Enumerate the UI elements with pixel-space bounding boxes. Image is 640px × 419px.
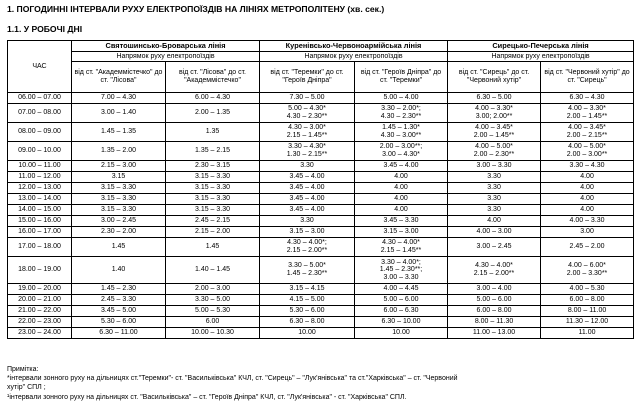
interval-cell [541,172,634,183]
interval-value: 5.00 – 6.00 [476,296,512,304]
interval-cell [541,227,634,238]
interval-cell [355,172,448,183]
direction-header-kchl: Напрямок руху електропоїздів [260,52,448,62]
interval-cell [260,93,355,104]
station-header: від ст. "Академмістечко" до ст. "Лісова" [72,62,166,93]
interval-value: 2.15 – 2.00** [286,247,328,254]
interval-cell [448,284,541,295]
interval-value: 4.30 – 4.00* [382,239,420,247]
table-body [8,93,634,339]
interval-value: 3.45 – 4.00 [383,162,419,170]
interval-value: 2.00 – 1.45** [566,113,608,120]
station-header: від ст. "Лісова" до ст. "Академмістечко" [166,62,260,93]
notes [7,365,633,402]
interval-value: 1.35 – 2.15 [194,147,231,155]
interval-cell [72,227,166,238]
interval-cell [448,295,541,306]
interval-cell [72,328,166,339]
time-cell: 21.00 – 22.00 [8,306,72,317]
interval-value: 4.00 – 5.00* [568,143,606,151]
interval-cell [541,317,634,328]
interval-value: 6.00 – 4.30 [194,94,231,102]
interval-cell [72,104,166,123]
interval-cell [260,238,355,257]
interval-cell [541,104,634,123]
interval-value: 2.15 – 1.45** [380,247,422,254]
interval-cell [166,205,260,216]
interval-value: 4.00 – 6.00* [568,262,606,270]
interval-value: 4.30 – 3.00* [288,124,326,132]
time-cell: 10.00 – 11.00 [8,161,72,172]
interval-cell [260,183,355,194]
interval-value: 3.00 – 3.30 [476,162,512,170]
interval-cell [166,142,260,161]
interval-value: 2.00 – 3.00 [194,285,231,293]
interval-cell [541,161,634,172]
interval-value: 3.15 – 3.30 [100,195,137,203]
line-header-sbl: Святошинсько-Броварська лінія [72,41,260,52]
interval-cell [541,205,634,216]
interval-value: 3.00 – 3.30 [383,273,419,281]
interval-cell [448,317,541,328]
interval-cell [72,238,166,257]
interval-cell [355,194,448,205]
interval-cell [448,227,541,238]
interval-cell [166,172,260,183]
interval-cell [166,257,260,284]
interval-cell [541,123,634,142]
interval-cell [448,183,541,194]
interval-cell [260,194,355,205]
interval-value: 3.30 [300,162,314,170]
interval-cell [166,328,260,339]
table-row [8,317,634,328]
interval-value: 3.45 – 5.00 [100,307,137,315]
interval-value: 4.00 – 5.00* [475,143,513,151]
interval-cell [72,172,166,183]
interval-value: 4.00 [394,195,408,203]
interval-cell [355,183,448,194]
note-line: *інтервали зонного руху на дільницях ст."Теремки"- ст. "Васильківська" КЧЛ, ст. "Сирець" – "Лук'янівська" та ст."Харківська" – ст. "Червоний [7,375,458,383]
table-row [8,161,634,172]
interval-value: 3.00; 2.00** [475,113,513,120]
interval-value: 3.15 – 3.30 [100,206,137,214]
interval-cell [355,93,448,104]
interval-value: 3.30 [487,173,501,181]
interval-cell [355,295,448,306]
interval-cell [166,238,260,257]
interval-value: 1.45 – 1.30* [382,124,420,132]
interval-value: 5.00 – 6.00 [383,296,419,304]
interval-cell [355,205,448,216]
interval-cell [260,142,355,161]
interval-value: 3.15 – 3.30 [194,195,231,203]
interval-value: 4.00 [580,173,594,181]
interval-value: 3.45 – 4.00 [289,195,325,203]
hour-header: ЧАС [8,41,72,93]
table-row [8,183,634,194]
table-row [8,238,634,257]
station-header: від ст. "Сирець" до ст. "Червоний хутір" [448,62,541,93]
interval-value: 3.00 [580,228,594,236]
interval-value: 3.45 – 4.00 [289,173,325,181]
interval-value: 10.00 – 10.30 [191,329,234,337]
interval-cell [448,328,541,339]
interval-value: 3.00 – 1.40 [100,109,137,117]
interval-cell [448,205,541,216]
interval-value: 3.00 – 2.45 [476,243,512,251]
line-header-spl: Сирецько-Печерська лінія [448,41,634,52]
interval-cell [541,183,634,194]
interval-value: 1.45 – 2.30 [100,285,137,293]
interval-value: 3.30 – 4.30 [569,162,605,170]
interval-value: 6.30 – 10.00 [381,318,421,326]
table-row [8,328,634,339]
interval-value: 3.30 [487,184,501,192]
interval-cell [260,227,355,238]
time-cell: 13.00 – 14.00 [8,194,72,205]
time-cell: 07.00 – 08.00 [8,104,72,123]
table-row [8,227,634,238]
interval-value: 3.00 – 4.30* [382,151,420,158]
interval-cell [448,238,541,257]
interval-value: 6.00 [205,318,220,326]
interval-cell [166,123,260,142]
interval-value: 4.00 – 3.45* [475,124,513,132]
interval-value: 5.30 – 6.00 [100,318,137,326]
interval-value: 2.00 – 3.00** [566,151,608,158]
interval-value: 3.30 – 5.00* [288,262,326,270]
interval-cell [72,183,166,194]
interval-value: 8.00 – 11.30 [474,318,514,326]
interval-value: 10.00 [392,329,410,337]
interval-cell [260,257,355,284]
interval-cell [72,123,166,142]
interval-value: 4.00 [487,217,501,225]
interval-value: 4.30 – 3.00** [380,132,422,139]
interval-cell [355,142,448,161]
table-row [8,172,634,183]
interval-value: 2.30 – 3.15 [194,162,231,170]
interval-cell [260,317,355,328]
interval-cell [448,172,541,183]
interval-value: 3.30 – 5.00 [194,296,231,304]
interval-cell [355,161,448,172]
time-cell: 14.00 – 15.00 [8,205,72,216]
interval-value: 6.30 – 11.00 [99,329,138,337]
interval-value: 2.00 – 3.30** [566,270,608,277]
interval-value: 4.00 – 5.30 [569,285,605,293]
table-row [8,93,634,104]
interval-cell [260,172,355,183]
interval-cell [166,216,260,227]
interval-value: 5.00 – 5.30 [194,307,231,315]
table-row [8,194,634,205]
interval-value: 5.00 – 4.30* [288,105,326,113]
interval-value: 3.30 – 4.30* [288,143,326,151]
interval-cell [355,216,448,227]
interval-value: 1.45 – 1.35 [100,128,137,136]
table-row [8,216,634,227]
time-cell: 16.00 – 17.00 [8,227,72,238]
interval-cell [448,93,541,104]
interval-cell [448,142,541,161]
interval-cell [72,161,166,172]
interval-value: 1.45 [111,243,126,251]
interval-cell [260,104,355,123]
interval-cell [166,317,260,328]
interval-cell [541,295,634,306]
interval-cell [260,284,355,295]
interval-value: 2.00 – 2.30** [473,151,515,158]
interval-value: 4.00 – 3.00 [476,228,512,236]
interval-value: 3.30 [487,206,501,214]
interval-value: 6.00 – 8.00 [569,296,605,304]
interval-cell [72,306,166,317]
interval-cell [541,216,634,227]
interval-cell [541,284,634,295]
interval-table [7,40,634,339]
interval-cell [260,295,355,306]
line-header-kchl: Куренівсько-Червоноармійська лінія [260,41,448,52]
interval-value: 4.00 – 4.45 [383,285,419,293]
interval-value: 1.30 – 2.15** [286,151,328,158]
interval-value: 2.15 – 1.45** [286,132,328,139]
interval-value: 3.30 – 4.00*; [381,258,421,266]
interval-cell [72,142,166,161]
interval-value: 2.15 – 3.00 [100,162,137,170]
note-line: ¹інтервали зонного руху на дільницях ст. "Васильківська" – ст. "Героїв Дніпра" КЧЛ, ст. "Лук'янівська" - ст. "Харківська" СПЛ. [7,393,407,401]
interval-value: 4.00 [394,184,408,192]
interval-cell [166,93,260,104]
interval-cell [355,317,448,328]
interval-value: 3.00 – 2.45 [100,217,137,225]
time-cell: 19.00 – 20.00 [8,284,72,295]
interval-cell [72,194,166,205]
interval-value: 4.30 – 2.30** [286,113,328,120]
interval-value: 5.00 – 4.00 [383,94,419,102]
interval-value: 2.00 – 1.45** [473,132,515,139]
interval-cell [448,104,541,123]
interval-value: 3.30 – 2.00*; [381,105,421,113]
interval-value: 1.45 [205,243,220,251]
interval-cell [72,257,166,284]
interval-cell [72,205,166,216]
interval-value: 2.00 – 2.15** [566,132,608,139]
interval-value: 4.00 – 3.30* [475,105,513,113]
interval-value: 11.00 – 13.00 [472,329,516,337]
interval-cell [166,194,260,205]
interval-value: 3.15 – 3.00 [383,228,419,236]
table-row [8,104,634,123]
interval-value: 1.40 – 1.45 [194,266,231,274]
interval-cell [355,284,448,295]
time-cell: 22.00 – 23.00 [8,317,72,328]
time-cell: 18.00 – 19.00 [8,257,72,284]
table-row [8,142,634,161]
interval-value: 10.00 [298,329,316,337]
interval-cell [260,161,355,172]
interval-value: 6.30 – 5.00 [476,94,512,102]
interval-value: 3.45 – 4.00 [289,184,325,192]
interval-value: 4.30 – 4.00*; [287,239,327,247]
interval-cell [166,104,260,123]
interval-value: 3.15 – 3.00 [289,228,325,236]
table-row [8,284,634,295]
interval-value: 1.45 – 2.30**; [379,266,423,274]
interval-value: 6.30 – 4.30 [569,94,605,102]
interval-cell [166,295,260,306]
interval-value: 8.00 – 11.00 [567,307,607,315]
interval-cell [448,257,541,284]
interval-cell [448,306,541,317]
interval-value: 4.00 [394,173,408,181]
interval-cell [72,216,166,227]
interval-value: 4.00 – 3.30 [569,217,605,225]
interval-cell [72,317,166,328]
interval-cell [541,328,634,339]
table-row [8,295,634,306]
interval-cell [448,216,541,227]
interval-cell [166,161,260,172]
interval-value: 4.15 – 5.00 [289,296,325,304]
table-row [8,257,634,284]
interval-value: 11.00 [578,329,596,337]
interval-cell [355,227,448,238]
interval-value: 3.30 [487,195,501,203]
interval-cell [355,328,448,339]
section-subtitle: 1.1. У РОБОЧІ ДНІ [7,24,83,34]
interval-value: 7.00 – 4.30 [100,94,137,102]
interval-value: 3.15 – 3.30 [194,206,231,214]
interval-value: 4.30 – 4.00* [475,262,513,270]
interval-value: 6.30 – 8.00 [289,318,325,326]
interval-value: 3.30 [300,217,314,225]
interval-cell [166,284,260,295]
interval-cell [260,306,355,317]
interval-value: 4.00 [580,206,594,214]
station-header: від ст. "Героїв Дніпра" до ст. "Теремки" [355,62,448,93]
interval-cell [166,183,260,194]
interval-cell [355,306,448,317]
interval-cell [541,257,634,284]
interval-cell [448,123,541,142]
interval-cell [260,205,355,216]
interval-cell [260,216,355,227]
interval-value: 3.15 [111,173,126,181]
interval-value: 3.15 – 3.30 [100,184,137,192]
time-cell: 15.00 – 16.00 [8,216,72,227]
interval-cell [541,93,634,104]
interval-cell [260,123,355,142]
interval-value: 4.00 [580,195,594,203]
direction-header-spl: Напрямок руху електропоїздів [448,52,634,62]
interval-cell [72,93,166,104]
interval-cell [541,142,634,161]
interval-value: 2.15 – 2.00 [194,228,231,236]
table-row [8,205,634,216]
interval-value: 1.40 [111,266,126,274]
interval-value: 6.00 – 8.00 [476,307,512,315]
interval-value: 3.15 – 3.30 [194,173,231,181]
interval-value: 3.15 – 3.30 [194,184,231,192]
table-row [8,123,634,142]
time-cell: 12.00 – 13.00 [8,183,72,194]
interval-value: 1.35 – 2.00 [100,147,137,155]
time-cell: 06.00 – 07.00 [8,93,72,104]
time-cell: 09.00 – 10.00 [8,142,72,161]
interval-cell [541,306,634,317]
interval-value: 4.00 – 3.45* [568,124,606,132]
interval-cell [72,284,166,295]
interval-cell [166,227,260,238]
interval-value: 2.00 – 1.35 [194,109,231,117]
interval-value: 1.45 – 2.30** [286,270,328,277]
interval-value: 4.00 [394,206,408,214]
interval-cell [448,161,541,172]
interval-cell [355,257,448,284]
interval-cell [541,238,634,257]
time-cell: 08.00 – 09.00 [8,123,72,142]
interval-value: 3.45 – 3.30 [383,217,419,225]
interval-value: 3.45 – 4.00 [289,206,325,214]
interval-value: 2.30 – 2.00 [100,228,137,236]
interval-value: 2.15 – 2.00** [473,270,515,277]
interval-cell [355,238,448,257]
interval-cell [541,194,634,205]
interval-value: 4.30 – 2.30** [380,113,422,120]
interval-value: 11.30 – 12.00 [565,318,609,326]
interval-value: 1.35 [205,128,220,136]
interval-value: 3.15 – 4.15 [289,285,325,293]
time-cell: 11.00 – 12.00 [8,172,72,183]
interval-cell [355,123,448,142]
note-line: хутір" СПЛ ; [7,384,46,392]
time-cell: 17.00 – 18.00 [8,238,72,257]
interval-value: 4.00 – 3.30* [568,105,606,113]
interval-value: 2.45 – 3.30 [100,296,137,304]
interval-value: 2.45 – 2.00 [569,243,605,251]
interval-value: 2.45 – 2.15 [194,217,231,225]
station-header: від ст. "Теремки" до ст. "Героїв Дніпра" [260,62,355,93]
interval-cell [448,194,541,205]
station-header: від ст. "Червоний хутір" до ст. "Сирець" [541,62,634,93]
interval-cell [355,104,448,123]
interval-value: 3.00 – 4.00 [476,285,512,293]
page-title: 1. ПОГОДИННІ ІНТЕРВАЛИ РУХУ ЕЛЕКТРОПОЇЗДІВ НА ЛІНІЯХ МЕТРОПОЛІТЕНУ (хв. сек.) [7,4,385,14]
time-cell: 20.00 – 21.00 [8,295,72,306]
interval-cell [72,295,166,306]
interval-value: 2.00 – 3.00**; [379,143,423,151]
interval-value: 7.30 – 5.00 [289,94,325,102]
interval-cell [260,328,355,339]
direction-header-sbl: Напрямок руху електропоїздів [72,52,260,62]
time-cell: 23.00 – 24.00 [8,328,72,339]
interval-value: 5.30 – 6.00 [289,307,325,315]
interval-cell [166,306,260,317]
interval-value: 4.00 [580,184,594,192]
interval-value: 6.00 – 6.30 [383,307,419,315]
notes-heading: Примітка: [7,366,39,373]
table-row [8,306,634,317]
